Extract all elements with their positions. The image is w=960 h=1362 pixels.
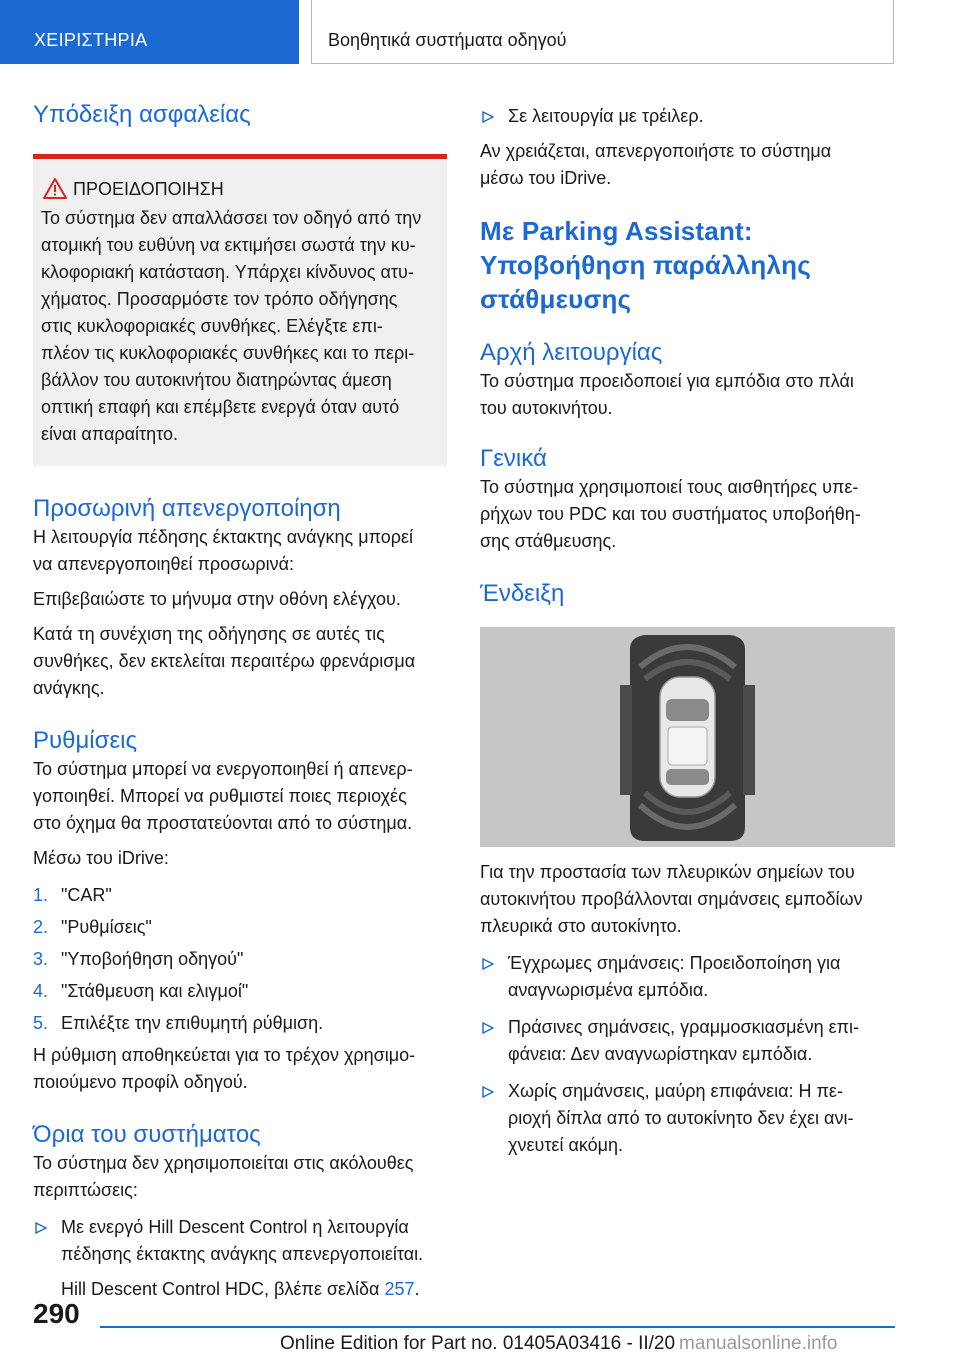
body-text: Το σύστημα προειδοποιεί για εμπόδια στο πλάι	[480, 371, 854, 391]
warning-line: είναι απαραίτητο.	[41, 424, 179, 444]
body-text: Αν χρειάζεται, απενεργοποιήστε το σύστημα	[480, 141, 832, 161]
warning-line: οπτική επαφή και επέμβετε ενεργά όταν αυτό	[41, 397, 400, 417]
body-text: να απενεργοποιηθεί προσωρινά:	[33, 554, 294, 574]
parking-display-illustration	[480, 627, 895, 847]
left-column	[33, 100, 447, 1303]
warning-line: πλέον τις κυκλοφοριακές συνθήκες και το περι-	[41, 343, 415, 363]
markings-list	[480, 950, 895, 1159]
list-item: 5. Επιλέξτε την επιθυμητή ρύθμιση.	[33, 1013, 324, 1033]
body-text: ρήχων του PDC και του συστήματος υποβοήθη-	[480, 504, 861, 524]
body-text: Για την προστασία των πλευρικών σημείων του	[480, 862, 855, 882]
car-top-view-icon	[480, 627, 895, 847]
body-text: σης στάθμευσης.	[480, 531, 617, 551]
body-text: μέσω του iDrive.	[480, 168, 612, 188]
bullet-triangle-icon	[482, 1022, 494, 1034]
watermark: manualsonline.info	[679, 1333, 838, 1354]
body-text: περιπτώσεις:	[33, 1180, 138, 1200]
warning-line: ατομική του ευθύνη να εκτιμήσει σωστά την κυ-	[41, 235, 416, 255]
chapter-title: Βοηθητικά συστήματα οδηγού	[328, 30, 567, 50]
page-number: 290	[33, 1298, 80, 1329]
warning-line: στις κυκλοφοριακές συνθήκες. Ελέγξτε επι-	[41, 316, 383, 336]
body-text: συνθήκες, δεν εκτελείται περαιτέρω φρενάρισμα	[33, 651, 416, 671]
page-reference-link[interactable]: 257	[384, 1279, 415, 1299]
body-text: Το σύστημα δεν χρησιμοποιείται στις ακόλουθες	[33, 1153, 414, 1173]
list-item: Χωρίς σημάνσεις, μαύρη επιφάνεια: Η πε- ριοχή δίπλα από το αυτοκίνητο δεν έχει ανι- χνευτεί ακόμη.	[480, 1078, 895, 1159]
bullet-triangle-icon	[482, 958, 494, 970]
body-text: Η λειτουργία πέδησης έκτακτης ανάγκης μπορεί	[33, 527, 414, 547]
chapter-header	[311, 0, 894, 64]
warning-line: Το σύστημα δεν απαλλάσσει τον οδηγό από την	[41, 208, 422, 228]
settings-heading: Ρυθμίσεις	[33, 727, 138, 754]
body-text: Μέσω του iDrive:	[33, 848, 169, 868]
body-text: Η ρύθμιση αποθηκεύεται για το τρέχον χρησιμο-	[33, 1045, 416, 1065]
bullet-triangle-icon	[482, 1086, 494, 1098]
display-heading: Ένδειξη	[480, 580, 565, 607]
limits-heading: Όρια του συστήματος	[33, 1121, 261, 1148]
list-item: 2. "Ρυθμίσεις"	[33, 917, 152, 937]
warning-label: ΠΡΟΕΙΔΟΠΟΙΗΣΗ	[73, 179, 224, 199]
list-item: Σε λειτουργία με τρέιλερ.	[480, 103, 895, 130]
body-text: Το σύστημα μπορεί να ενεργοποιηθεί ή απενερ-	[33, 759, 413, 779]
settings-steps	[33, 882, 447, 1037]
body-text: Επιβεβαιώστε το μήνυμα στην οθόνη ελέγχου.	[33, 589, 401, 609]
body-text: ανάγκης.	[33, 678, 105, 698]
body-text: αυτοκινήτου προβάλλονται σημάνσεις εμποδίων	[480, 889, 863, 909]
list-item: 4. "Στάθμευση και ελιγμοί"	[33, 981, 249, 1001]
warning-line: βάλλον του αυτοκινήτου διατηρώντας άμεση	[41, 370, 392, 390]
warning-triangle-icon	[43, 177, 67, 199]
section-tab	[0, 0, 299, 64]
list-item: Έγχρωμες σημάνσεις: Προειδοποίηση για αναγνωρισμένα εμπόδια.	[480, 950, 895, 1004]
body-text: πλευρικά στο αυτοκίνητο.	[480, 916, 682, 936]
general-heading: Γενικά	[480, 445, 547, 472]
bullet-triangle-icon	[482, 111, 494, 123]
body-text: Κατά τη συνέχιση της οδήγησης σε αυτές τις	[33, 624, 385, 644]
warning-line: κλοφοριακή κατάσταση. Υπάρχει κίνδυνος ατυ-	[41, 262, 414, 282]
body-text: Το σύστημα χρησιμοποιεί τους αισθητήρες υπε-	[480, 477, 859, 497]
section-title: ΧΕΙΡΙΣΤΗΡΙΑ	[34, 30, 148, 50]
right-column	[480, 100, 895, 1159]
warning-box	[33, 154, 447, 466]
list-item: Πράσινες σημάνσεις, γραμμοσκιασμένη επι- φάνεια: Δεν αναγνωρίστηκαν εμπόδια.	[480, 1014, 895, 1068]
body-text: γοποιηθεί. Μπορεί να ρυθμιστεί ποιες περιοχές	[33, 786, 407, 806]
warning-line: χήματος. Προσαρμόστε τον τρόπο οδήγησης	[41, 289, 398, 309]
temp-deactivation-heading: Προσωρινή απενεργοποίηση	[33, 495, 341, 522]
list-item: Με ενεργό Hill Descent Control η λειτουργία πέδησης έκτακτης ανάγκης απενεργοποιείται. Hill Descent Control HDC, βλέπε σελίδα 257.	[33, 1214, 447, 1303]
principle-heading: Αρχή λειτουργίας	[480, 339, 663, 366]
body-text: του αυτοκινήτου.	[480, 398, 613, 418]
body-text: ποιούμενο προφίλ οδηγού.	[33, 1072, 248, 1092]
body-text: στο όχημα θα προστατεύονται από το σύστημα.	[33, 813, 413, 833]
footer-divider	[100, 1326, 895, 1328]
limits-list	[33, 1214, 447, 1303]
trailer-list	[480, 103, 895, 130]
parking-assistant-heading: Με Parking Assistant: Υποβοήθηση παράλληλης στάθμευσης	[480, 216, 811, 314]
safety-heading: Υπόδειξη ασφαλείας	[33, 101, 251, 128]
list-item: 1. "CAR"	[33, 885, 112, 905]
list-item: 3. "Υποβοήθηση οδηγού"	[33, 949, 244, 969]
edition-footer: Online Edition for Part no. 01405A03416 - II/20 manualsonline.info	[280, 1333, 838, 1354]
bullet-triangle-icon	[35, 1222, 47, 1234]
